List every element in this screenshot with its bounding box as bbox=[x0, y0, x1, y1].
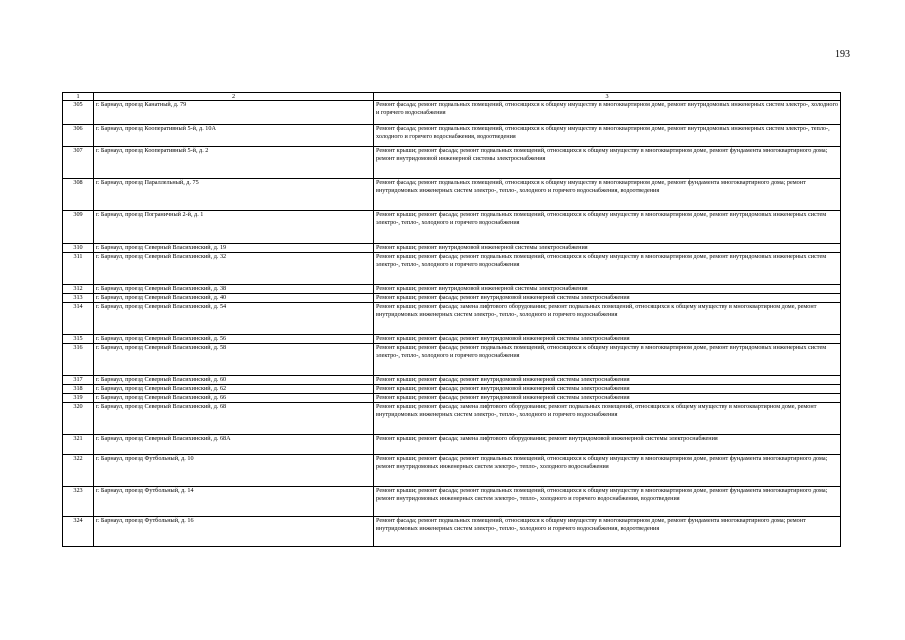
row-number: 313 bbox=[63, 294, 94, 303]
row-address: г. Барнаул, проезд Кооперативный 5-й, д. 10А bbox=[94, 125, 374, 147]
row-number: 314 bbox=[63, 303, 94, 335]
row-works: Ремонт крыши; ремонт фасада; ремонт внутридомовой инженерной системы электроснабжения bbox=[374, 335, 841, 344]
row-address: г. Барнаул, проезд Северный Власихинский, д. 19 bbox=[94, 244, 374, 253]
table-row bbox=[63, 385, 841, 394]
row-address: г. Барнаул, проезд Северный Власихинский, д. 62 bbox=[94, 385, 374, 394]
table-row bbox=[63, 487, 841, 517]
column-header-works: 3 bbox=[374, 93, 841, 101]
row-works: Ремонт крыши; ремонт фасада; замена лифтового оборудования; ремонт подвальных помещений, относящихся к общему имуществу в многоквартирном доме, ремонт внутридомовых инженерных систем электро-, тепло-, холодного и горячего водоснабжения bbox=[374, 403, 841, 435]
row-works: Ремонт фасада; ремонт подвальных помещений, относящихся к общему имуществу в многоквартирном доме, ремонт фундамента многоквартирного дома; ремонт внутридомовых инженерных систем электро-, тепло-, холодного и горячего водоснабжения, водоотведения bbox=[374, 179, 841, 211]
table-row bbox=[63, 403, 841, 435]
table-row bbox=[63, 344, 841, 376]
header-row bbox=[63, 93, 841, 101]
row-works: Ремонт крыши; ремонт фасада; ремонт подвальных помещений, относящихся к общему имуществу в многоквартирном доме, ремонт фундамента многоквартирного дома; ремонт внутридомовых инженерных систем электро-, тепло-, холодного водоснабжения bbox=[374, 455, 841, 487]
row-number: 322 bbox=[63, 455, 94, 487]
row-address: г. Барнаул, проезд Северный Власихинский, д. 38 bbox=[94, 285, 374, 294]
row-number: 305 bbox=[63, 101, 94, 125]
row-works: Ремонт крыши; ремонт внутридомовой инженерной системы электроснабжения bbox=[374, 285, 841, 294]
table-row bbox=[63, 294, 841, 303]
row-number: 319 bbox=[63, 394, 94, 403]
table-row bbox=[63, 101, 841, 125]
row-address: г. Барнаул, проезд Северный Власихинский, д. 60 bbox=[94, 376, 374, 385]
row-works: Ремонт крыши; ремонт фасада; замена лифтового оборудования; ремонт внутридомовой инженерной системы электроснабжения bbox=[374, 435, 841, 455]
row-works: Ремонт фасада; ремонт подвальных помещений, относящихся к общему имуществу в многоквартирном доме, ремонт внутридомовых инженерных систем электро-, холодного и горячего водоснабжения bbox=[374, 101, 841, 125]
row-address: г. Барнаул, проезд Футбольный, д. 10 bbox=[94, 455, 374, 487]
column-header-address: 2 bbox=[94, 93, 374, 101]
page-number: 193 bbox=[835, 49, 850, 60]
row-address: г. Барнаул, проезд Пограничный 2-й, д. 1 bbox=[94, 211, 374, 244]
row-address: г. Барнаул, проезд Северный Власихинский, д. 58 bbox=[94, 344, 374, 376]
row-address: г. Барнаул, проезд Канатный, д. 79 bbox=[94, 101, 374, 125]
column-header-number: 1 bbox=[63, 93, 94, 101]
row-number: 308 bbox=[63, 179, 94, 211]
row-works: Ремонт крыши; ремонт фасада; ремонт подвальных помещений, относящихся к общему имуществу в многоквартирном доме, ремонт внутридомовых инженерных систем электро-, тепло-, холодного и горячего водоснабжения bbox=[374, 211, 841, 244]
row-number: 318 bbox=[63, 385, 94, 394]
row-address: г. Барнаул, проезд Футбольный, д. 14 bbox=[94, 487, 374, 517]
row-number: 315 bbox=[63, 335, 94, 344]
table-row bbox=[63, 211, 841, 244]
row-number: 320 bbox=[63, 403, 94, 435]
row-number: 323 bbox=[63, 487, 94, 517]
row-address: г. Барнаул, проезд Северный Власихинский, д. 66 bbox=[94, 394, 374, 403]
row-number: 311 bbox=[63, 253, 94, 285]
row-address: г. Барнаул, проезд Северный Власихинский, д. 68А bbox=[94, 435, 374, 455]
row-works: Ремонт фасада; ремонт подвальных помещений, относящихся к общему имуществу в многоквартирном доме, ремонт фундамента многоквартирного дома; ремонт внутридомовых инженерных систем электро-, тепло-, холодного и горячего водоснабжения, водоотведения bbox=[374, 517, 841, 547]
row-address: г. Барнаул, проезд Северный Власихинский, д. 32 bbox=[94, 253, 374, 285]
row-works: Ремонт крыши; ремонт фасада; ремонт подвальных помещений, относящихся к общему имуществу в многоквартирном доме, ремонт фундамента многоквартирного дома; ремонт внутридомовых инженерных систем электро-, тепло-, холодного и горячего водоснабжения, водоотведения bbox=[374, 487, 841, 517]
works-table bbox=[62, 92, 841, 547]
row-number: 310 bbox=[63, 244, 94, 253]
row-works: Ремонт крыши; ремонт внутридомовой инженерной системы электроснабжения bbox=[374, 244, 841, 253]
table-row bbox=[63, 435, 841, 455]
row-works: Ремонт крыши; ремонт фасада; ремонт подвальных помещений, относящихся к общему имуществу в многоквартирном доме, ремонт внутридомовых инженерных систем электро-, тепло-, холодного и горячего водоснабжения bbox=[374, 344, 841, 376]
table-body bbox=[63, 101, 841, 547]
row-number: 317 bbox=[63, 376, 94, 385]
row-works: Ремонт крыши; ремонт фасада; ремонт внутридомовой инженерной системы электроснабжения bbox=[374, 376, 841, 385]
row-number: 306 bbox=[63, 125, 94, 147]
table-row bbox=[63, 285, 841, 294]
row-number: 324 bbox=[63, 517, 94, 547]
table-row bbox=[63, 125, 841, 147]
table-row bbox=[63, 179, 841, 211]
row-works: Ремонт крыши; ремонт фасада; замена лифтового оборудования; ремонт подвальных помещений, относящихся к общему имуществу в многоквартирном доме, ремонт внутридомовых инженерных систем электро-, тепло-, холодного и горячего водоснабжения bbox=[374, 303, 841, 335]
row-works: Ремонт крыши; ремонт фасада; ремонт внутридомовой инженерной системы электроснабжения bbox=[374, 394, 841, 403]
table-row bbox=[63, 376, 841, 385]
row-number: 307 bbox=[63, 147, 94, 179]
row-works: Ремонт крыши; ремонт фасада; ремонт подвальных помещений, относящихся к общему имуществу в многоквартирном доме, ремонт фундамента многоквартирного дома; ремонт внутридомовой инженерной системы электроснабжения bbox=[374, 147, 841, 179]
row-works: Ремонт крыши; ремонт фасада; ремонт подвальных помещений, относящихся к общему имуществу в многоквартирном доме, ремонт внутридомовых инженерных систем электро-, тепло-, холодного и горячего водоснабжения bbox=[374, 253, 841, 285]
row-address: г. Барнаул, проезд Футбольный, д. 16 bbox=[94, 517, 374, 547]
row-works: Ремонт крыши; ремонт фасада; ремонт внутридомовой инженерной системы электроснабжения bbox=[374, 294, 841, 303]
row-address: г. Барнаул, проезд Северный Власихинский, д. 56 bbox=[94, 335, 374, 344]
row-address: г. Барнаул, проезд Параллельный, д. 75 bbox=[94, 179, 374, 211]
row-number: 321 bbox=[63, 435, 94, 455]
row-number: 316 bbox=[63, 344, 94, 376]
row-works: Ремонт фасада; ремонт подвальных помещений, относящихся к общему имуществу в многоквартирном доме, ремонт внутридомовых инженерных систем электро-, тепло-, холодного и горячего водоснабжения, водоотведения bbox=[374, 125, 841, 147]
row-number: 309 bbox=[63, 211, 94, 244]
table-row bbox=[63, 303, 841, 335]
row-address: г. Барнаул, проезд Кооперативный 5-й, д. 2 bbox=[94, 147, 374, 179]
row-address: г. Барнаул, проезд Северный Власихинский, д. 54 bbox=[94, 303, 374, 335]
table-row bbox=[63, 147, 841, 179]
table-row bbox=[63, 394, 841, 403]
table-row bbox=[63, 335, 841, 344]
table-row bbox=[63, 517, 841, 547]
table-row bbox=[63, 244, 841, 253]
table-row bbox=[63, 253, 841, 285]
row-address: г. Барнаул, проезд Северный Власихинский, д. 68 bbox=[94, 403, 374, 435]
row-number: 312 bbox=[63, 285, 94, 294]
table-row bbox=[63, 455, 841, 487]
row-address: г. Барнаул, проезд Северный Власихинский, д. 40 bbox=[94, 294, 374, 303]
row-works: Ремонт крыши; ремонт фасада; ремонт внутридомовой инженерной системы электроснабжения bbox=[374, 385, 841, 394]
